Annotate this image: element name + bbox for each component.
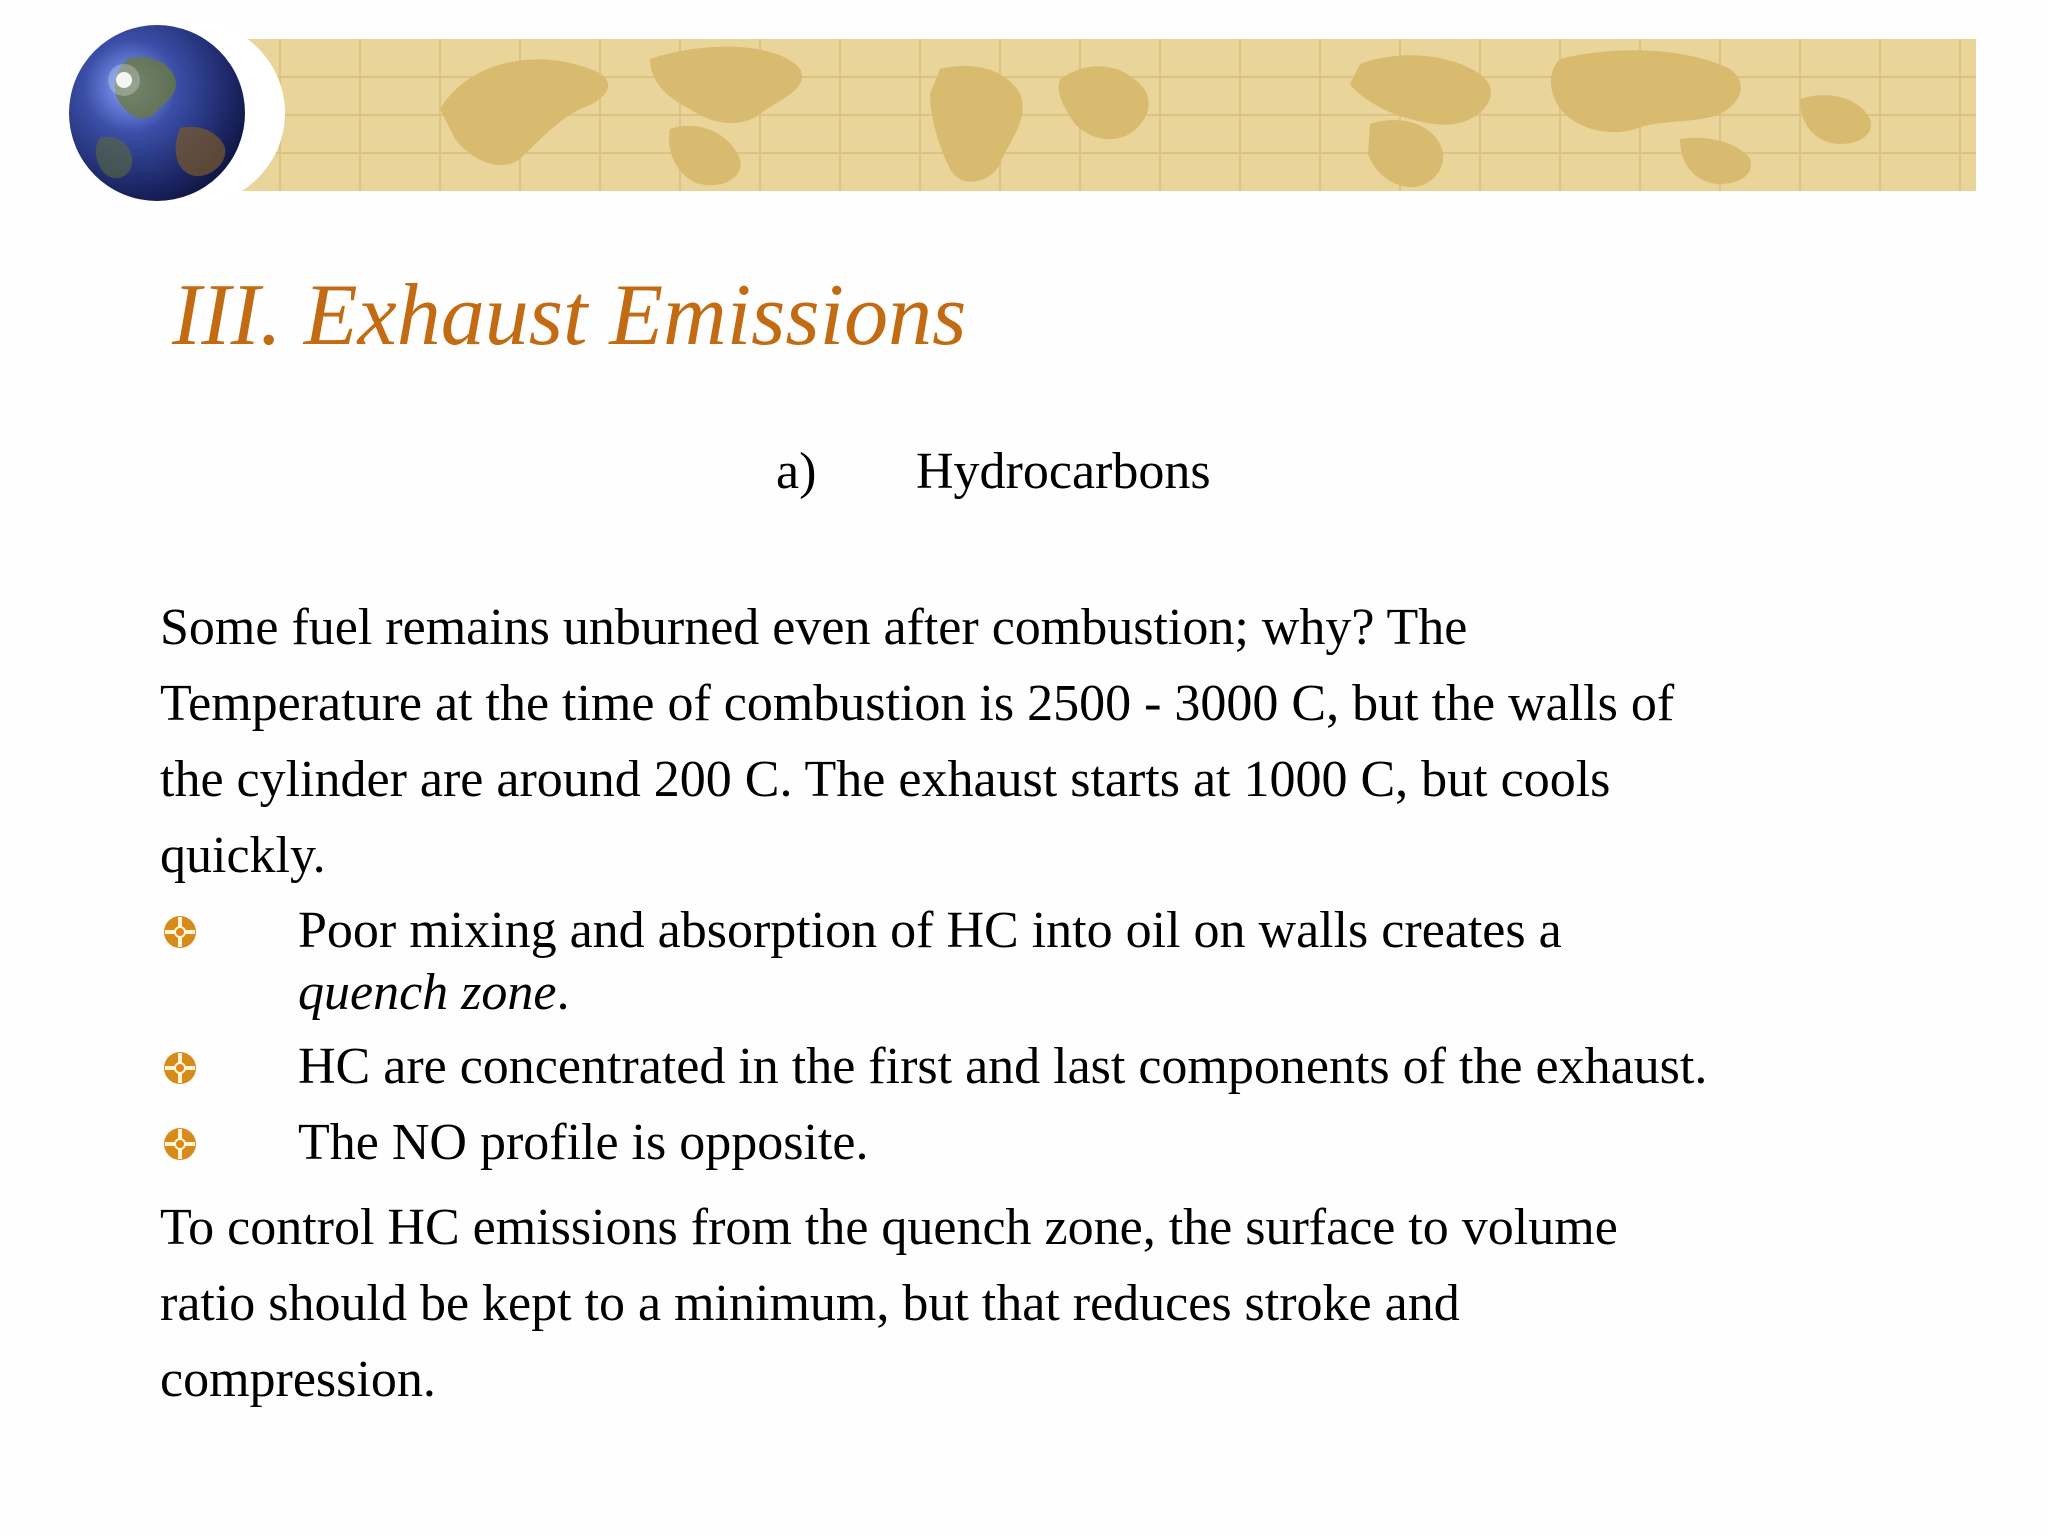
crosshair-bullet-icon (162, 914, 198, 950)
paragraph-intro (160, 590, 1980, 894)
bullet-text (298, 900, 1562, 1024)
bullet-line: Poor mixing and absorption of HC into oil on walls creates a (298, 902, 1562, 959)
paragraph-conclusion (160, 1190, 1980, 1418)
slide-title: III. Exhaust Emissions (172, 267, 967, 364)
globe-icon (60, 18, 290, 208)
subtitle-label: a) (776, 443, 817, 500)
bullet-line-2 (298, 962, 1562, 1024)
italic-term: quench zone (298, 964, 557, 1021)
bullet-text: HC are concentrated in the first and last components of the exhaust. (298, 1038, 1708, 1095)
paragraph-line: Some fuel remains unburned even after combustion; why? The (160, 599, 1468, 656)
paragraph-line: ratio should be kept to a minimum, but that reduces stroke and (160, 1275, 1460, 1332)
paragraph-line: compression. (160, 1351, 436, 1408)
paragraph-line: To control HC emissions from the quench zone, the surface to volume (160, 1199, 1618, 1256)
paragraph-line: Temperature at the time of combustion is 2500 - 3000 C, but the walls of (160, 675, 1675, 732)
paragraph-line: quickly. (160, 827, 326, 884)
paragraph-line: the cylinder are around 200 C. The exhaust starts at 1000 C, but cools (160, 751, 1611, 808)
bullet-suffix: . (556, 964, 570, 1021)
crosshair-bullet-icon (162, 1126, 198, 1162)
crosshair-bullet-icon (162, 1050, 198, 1086)
world-map-banner (240, 39, 1976, 191)
bullet-text: The NO profile is opposite. (298, 1114, 869, 1171)
subtitle-text: Hydrocarbons (916, 443, 1211, 500)
